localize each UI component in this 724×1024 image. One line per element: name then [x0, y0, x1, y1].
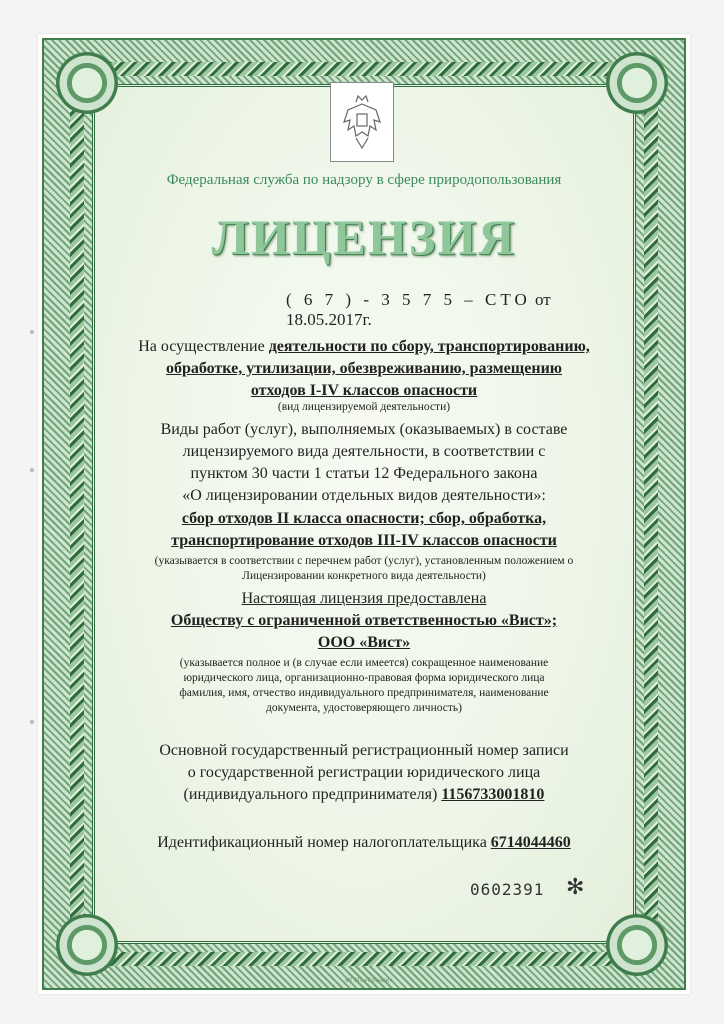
activity-block: [92, 336, 636, 402]
holder-hint: [92, 656, 636, 716]
serial-mark-icon: ✻: [566, 874, 585, 899]
ogrn-line-1: Основной государственный регистрационный номер записи: [159, 742, 569, 759]
works-hint-line-1: (указывается в соответствии с перечнем работ (услуг), установленным положением о: [154, 555, 574, 567]
activity-prefix: На осуществление: [138, 338, 269, 355]
works-hint-line-2: Лицензировании конкретного вида деятельности): [242, 570, 486, 582]
corner-ornament-bottom-right: [602, 910, 672, 980]
document-title: ЛИЦЕНЗИЯ: [211, 209, 517, 265]
activity-line-2: обработке, утилизации, обезвреживанию, размещению: [165, 360, 563, 377]
corner-ornament-top-right: [602, 48, 672, 118]
holder-hint-line-1: (указывается полное и (в случае если имеется) сокращенное наименование: [179, 657, 549, 669]
ogrn-value: 1156733001810: [441, 786, 545, 803]
holder-full-name: Обществу с ограниченной ответственностью «Вист»;: [170, 612, 558, 629]
crest-icon: [330, 82, 394, 162]
russian-coat-of-arms-icon: [340, 92, 384, 152]
license-number: [286, 290, 606, 330]
activity-line-3: отходов I-IV классов опасности: [250, 382, 478, 399]
ogrn-line-2: о государственной регистрации юридического лица: [187, 764, 541, 781]
works-hint: [92, 554, 636, 584]
license-date: от 18.05.2017г.: [286, 290, 551, 329]
works-value-line-2: транспортирование отходов III-IV классов опасности: [171, 532, 557, 549]
works-value-block: [92, 508, 636, 552]
works-line-4: «О лицензировании отдельных видов деятельности»:: [182, 487, 546, 504]
holder-hint-line-2: юридического лица, организационно-правовая форма юридического лица: [183, 672, 545, 684]
holder-hint-line-4: документа, удостоверяющего личность): [265, 702, 462, 714]
works-line-1: Виды работ (услуг), выполняемых (оказываемых) в составе: [160, 421, 568, 438]
activity-line-1: деятельности по сбору, транспортированию,: [268, 338, 590, 355]
serial-number: 0602391: [470, 880, 545, 899]
license-number-value: ( 6 7 ) - 3 5 7 5 – СТО: [286, 290, 531, 309]
ogrn-block: [92, 740, 636, 806]
holder-hint-line-3: фамилия, имя, отчество индивидуального предпринимателя, наименование: [179, 687, 549, 699]
printer-mark: ФГУП «Гознак»: [345, 977, 393, 984]
corner-ornament-top-left: [52, 48, 122, 118]
ogrn-line-3: (индивидуального предпринимателя): [183, 786, 438, 803]
works-value-line-1: сбор отходов II класса опасности; сбор, обработка,: [181, 510, 547, 527]
issuing-agency: Федеральная служба по надзору в сфере природопользования: [166, 172, 562, 188]
inn-label: Идентификационный номер налогоплательщика: [157, 834, 487, 851]
activity-hint: (вид лицензируемой деятельности): [277, 401, 451, 413]
holder-intro: Настоящая лицензия предоставлена: [241, 590, 487, 607]
holder-short-name: ООО «Вист»: [317, 634, 411, 651]
inn-block: [92, 832, 636, 854]
works-block: [92, 419, 636, 507]
works-line-3: пунктом 30 части 1 статьи 12 Федерального закона: [190, 465, 538, 482]
works-line-2: лицензируемого вида деятельности, в соответствии с: [182, 443, 546, 460]
inn-value: 6714044460: [490, 834, 571, 851]
corner-ornament-bottom-left: [52, 910, 122, 980]
